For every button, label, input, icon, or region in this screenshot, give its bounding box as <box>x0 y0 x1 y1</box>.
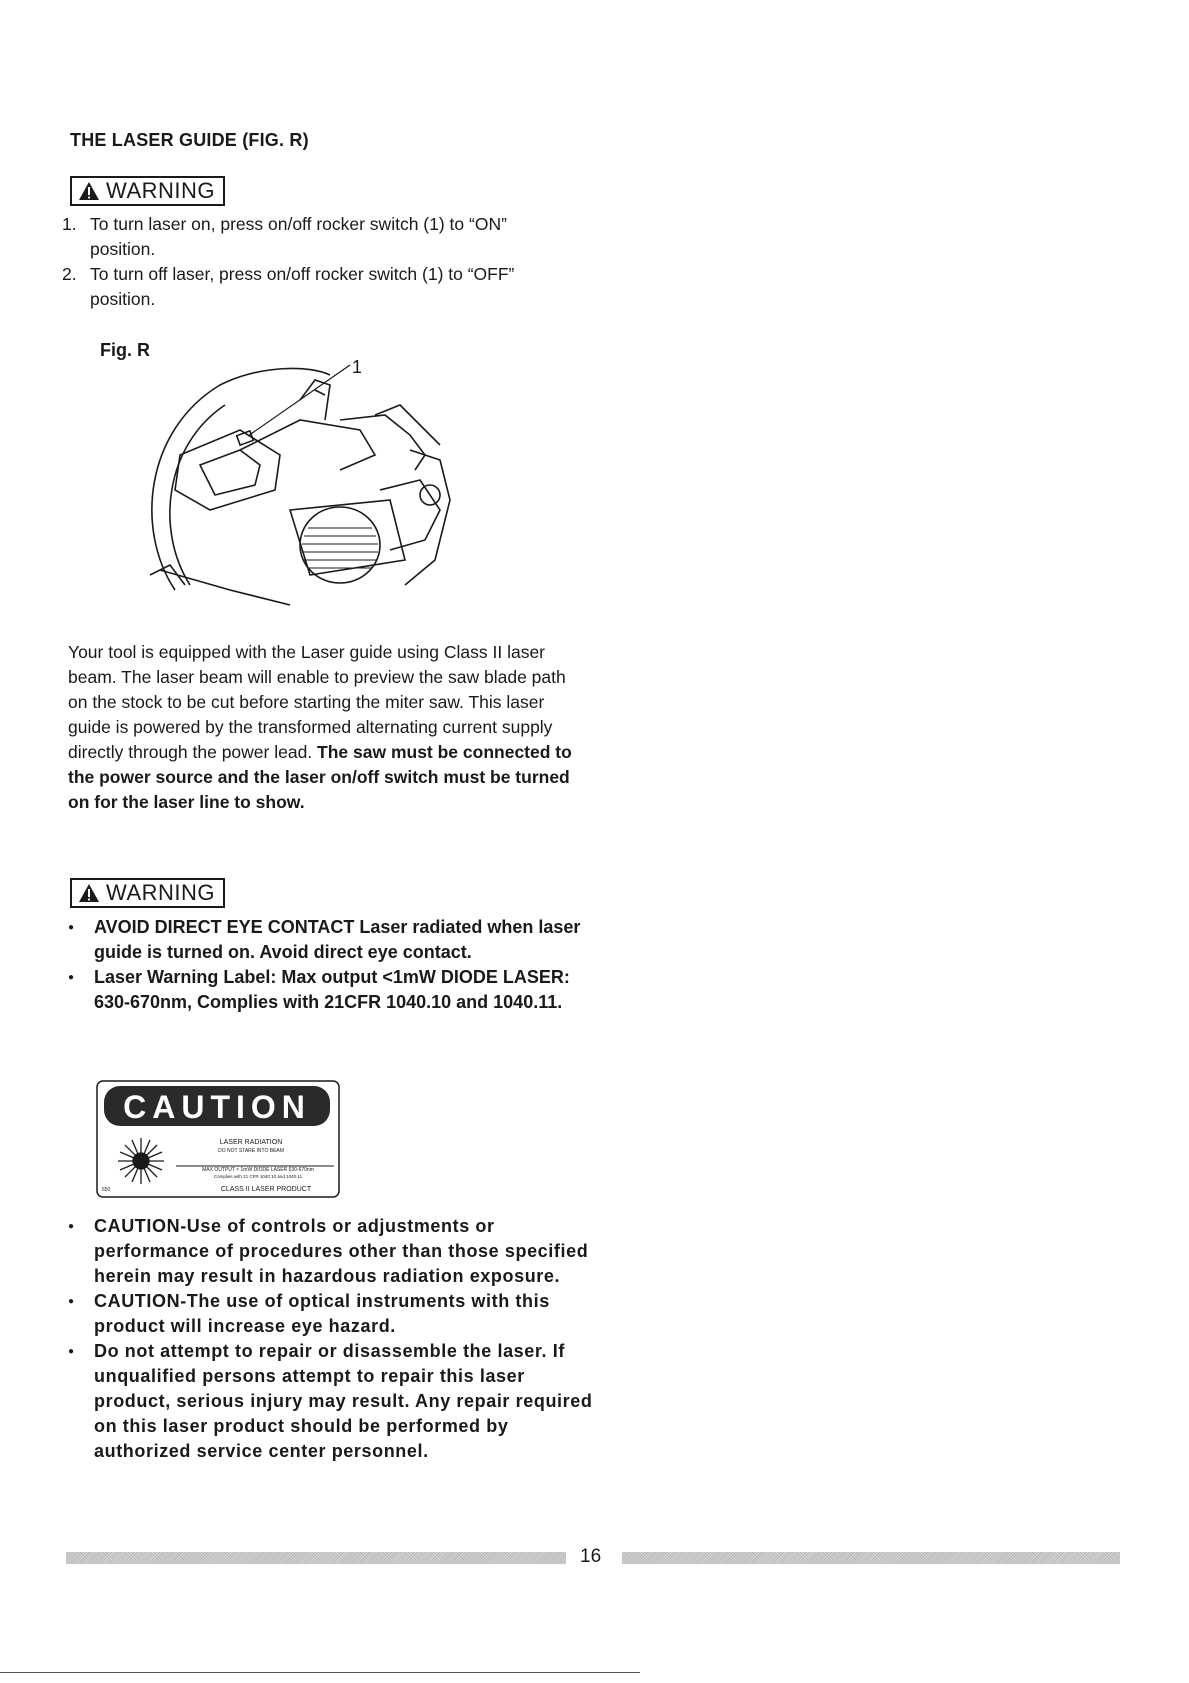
warning-label: WARNING <box>106 880 216 905</box>
caution-item <box>62 1289 602 1339</box>
description-text: Your tool is equipped with the Laser guide using Class II laser beam. The laser beam will enable to preview the saw blade path on the stock to be cut before starting the miter saw. This laser guide is powered by the transformed alternating current supply directly through the power lead. <box>68 642 566 762</box>
bullet-icon: ● <box>68 1346 75 1357</box>
caution-item-text: Do not attempt to repair or disassemble the laser. If unqualified persons attempt to repair this laser product, serious injury may result. Any repair required on this laser product should be performed by authorized service center personnel. <box>94 1341 593 1461</box>
step-number: 2. <box>62 264 77 284</box>
section-heading: THE LASER GUIDE (FIG. R) <box>70 130 309 150</box>
caution-item-text: CAUTION-The use of optical instruments with this product will increase eye hazard. <box>94 1291 550 1336</box>
page-number: 16 <box>580 1546 602 1567</box>
bullet-icon: ● <box>68 972 75 983</box>
caution-item-text: CAUTION-Use of controls or adjustments or performance of procedures other than those specified herein may result in hazardous radiation exposure. <box>94 1216 589 1286</box>
step-item <box>62 262 562 312</box>
caution-item <box>62 1339 602 1464</box>
warning-item <box>62 965 602 1015</box>
caution-line-5: CLASS II LASER PRODUCT <box>220 1186 312 1193</box>
steps-list <box>62 212 562 312</box>
step-number: 1. <box>62 214 77 234</box>
warning-triangle-icon <box>78 181 100 201</box>
caution-line-2: DO NOT STARE INTO BEAM <box>218 1148 284 1154</box>
figure-callout: 1 <box>352 360 363 377</box>
step-text: To turn off laser, press on/off rocker switch (1) to “OFF” position. <box>90 264 515 309</box>
warning-box <box>70 176 225 206</box>
warning-triangle-icon <box>78 883 100 903</box>
warning-label: WARNING <box>106 178 216 203</box>
caution-list <box>62 1214 602 1464</box>
caution-line-3: MAX OUTPUT < 1mW DIODE LASER 630-670nm <box>202 1167 314 1173</box>
bullet-icon: ● <box>68 1296 75 1307</box>
caution-label-graphic <box>96 1080 340 1198</box>
warning-item-text: AVOID DIRECT EYE CONTACT Laser radiated when laser guide is turned on. Avoid direct eye contact. <box>94 917 581 962</box>
figure-label: Fig. R <box>100 340 150 360</box>
step-text: To turn laser on, press on/off rocker switch (1) to “ON” position. <box>90 214 507 259</box>
bullet-icon: ● <box>68 922 75 933</box>
warning-box-2 <box>70 878 225 908</box>
footer-bar-left <box>66 1552 566 1564</box>
caution-line-1: LASER RADIATION <box>219 1139 283 1146</box>
footer-bar-right <box>622 1552 1120 1564</box>
warning-item-text: Laser Warning Label: Max output <1mW DIODE LASER: 630-670nm, Complies with 21CFR 1040.10 and 1040.11. <box>94 967 570 1012</box>
caution-code: 650 <box>102 1187 111 1193</box>
step-item <box>62 212 562 262</box>
caution-item <box>62 1214 602 1289</box>
caution-title: CAUTION <box>123 1089 311 1125</box>
caution-line-4: Complies with 21 CFR 1040.10 and 1040.11 <box>213 1174 303 1179</box>
warning-item <box>62 915 602 965</box>
warning-list <box>62 915 602 1015</box>
laser-description <box>68 640 588 815</box>
bullet-icon: ● <box>68 1221 75 1232</box>
miter-saw-illustration <box>140 360 490 620</box>
description-bold-text: The saw must be connected to the power source and the laser on/off switch must be turned on for the laser line to show. <box>68 742 572 812</box>
bottom-rule <box>0 1672 640 1673</box>
